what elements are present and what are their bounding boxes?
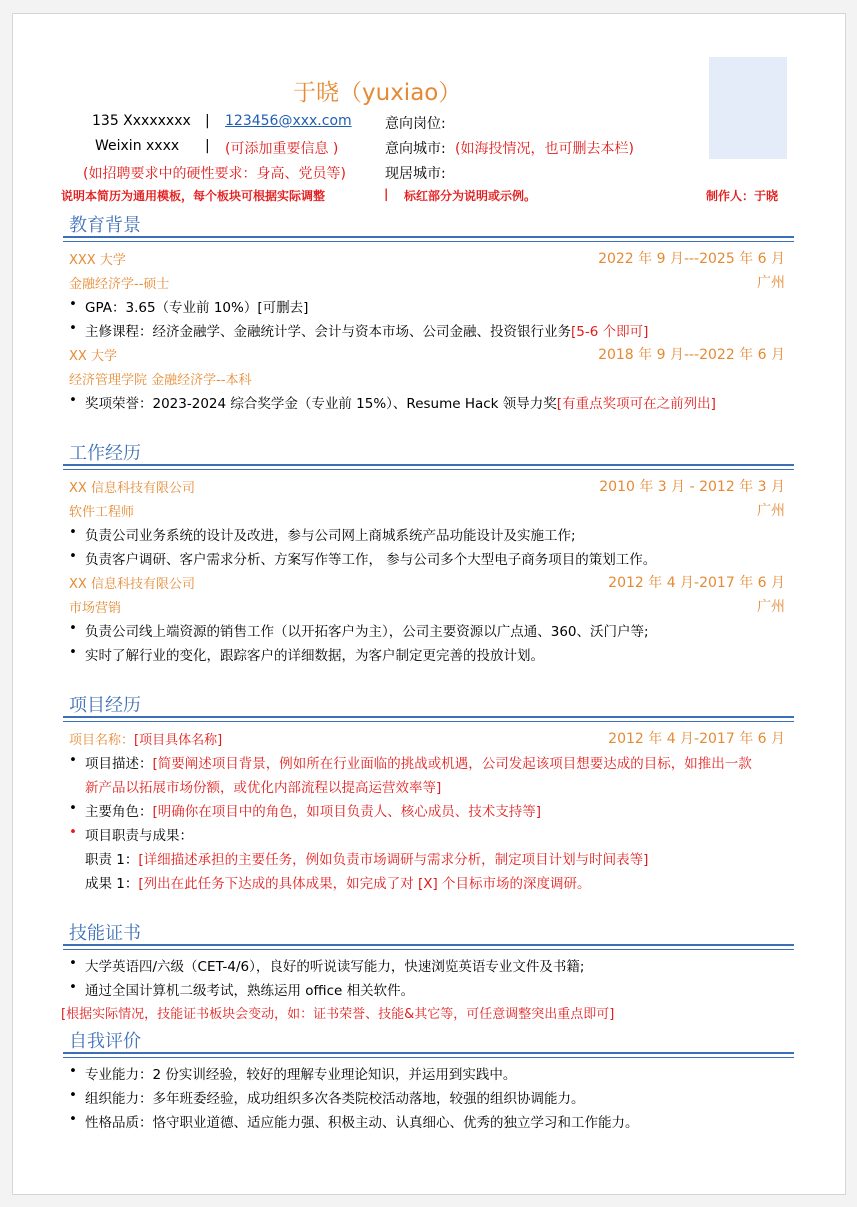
result-label: 成果 1：: [85, 876, 139, 892]
resume-name: 于晓（yuxiao）: [293, 80, 462, 106]
wechat-id: Weixin xxxx: [95, 138, 180, 154]
duty-value: [详细描述承担的主要任务，例如负责市场调研与需求分析，制定项目计划与时间表等]: [138, 852, 649, 868]
hard-requirement-note: (如招聘要求中的硬性要求：身高、党员等): [83, 166, 346, 182]
list-item: [69, 824, 193, 844]
bullet-label: 项目描述：: [85, 756, 153, 772]
bullet-text: 专业能力：2 份实训经验，较好的理解专业理论知识，并运用到实践中。: [85, 1067, 517, 1083]
education-date: 2018 年 9 月---2022 年 6 月: [598, 347, 785, 363]
photo-placeholder: [709, 57, 787, 159]
list-item: [69, 1111, 639, 1131]
section-rule: [63, 464, 794, 470]
project-name-value: [项目具体名称]: [134, 733, 223, 748]
bullet-note: [明确你在项目中的角色，如项目负责人、核心成员、技术支持等]: [152, 804, 542, 820]
bullet-text: 通过全国计算机二级考试，熟练运用 office 相关软件。: [85, 983, 415, 999]
section-title-work: 工作经历: [69, 443, 141, 464]
divider: |: [205, 138, 210, 154]
author-label: 制作人：于晓: [706, 189, 779, 203]
list-item: [69, 524, 576, 544]
template-note: 说明本简历为通用模板，每个板块可根据实际调整: [61, 189, 326, 203]
list-item: [69, 752, 752, 772]
education-date: 2022 年 9 月---2025 年 6 月: [598, 251, 785, 267]
list-item: [69, 620, 649, 640]
duty-label: 职责 1：: [85, 852, 139, 868]
target-city-note: (如海投情况，也可删去本栏): [455, 141, 634, 157]
project-date: 2012 年 4 月-2017 年 6 月: [608, 731, 785, 747]
degree-major: 金融经济学--硕士: [69, 277, 170, 292]
list-item: [69, 1087, 585, 1107]
list-item: [69, 296, 308, 316]
result-value: [列出在此任务下达成的具体成果，如完成了对 [X] 个目标市场的深度调研。: [138, 876, 591, 892]
education-city: 广州: [757, 275, 785, 291]
template-note-red-explanation: 标红部分为说明或示例。: [404, 189, 537, 203]
list-item: [69, 644, 544, 664]
list-item: [69, 979, 414, 999]
bullet-label: 主要角色：: [85, 804, 153, 820]
resume-page: [12, 13, 846, 1195]
project-name: [69, 729, 222, 748]
bullet-text: 负责公司线上端资源的销售工作（以开拓客户为主），公司主要资源以广点通、360、沃门户等;: [85, 624, 649, 640]
school-name: XX 大学: [69, 349, 117, 364]
section-rule: [63, 236, 794, 242]
section-rule: [63, 716, 794, 722]
bullet-text: 大学英语四/六级（CET-4/6），良好的听说读写能力，快速浏览英语专业文件及书籍;: [85, 959, 585, 975]
result-line: [85, 872, 591, 892]
duty-line: [85, 848, 648, 868]
bullet-note: [有重点奖项可在之前列出]: [556, 396, 716, 412]
bullet-note: [5-6 个即可]: [571, 324, 649, 340]
section-title-education: 教育背景: [69, 215, 141, 236]
target-position-label: 意向岗位:: [385, 116, 446, 132]
work-city: 广州: [757, 503, 785, 519]
section-title-skills: 技能证书: [69, 923, 141, 944]
bullet-text: 性格品质：恪守职业道德、适应能力强、积极主动、认真细心、优秀的独立学习和工作能力。: [85, 1115, 639, 1131]
list-item: [69, 955, 584, 975]
section-title-project: 项目经历: [69, 695, 141, 716]
bullet-text: 实时了解行业的变化，跟踪客户的详细数据，为客户制定更完善的投放计划。: [85, 648, 544, 664]
school-name: XXX 大学: [69, 253, 126, 268]
degree-major: 经济管理学院 金融经济学--本科: [69, 373, 252, 388]
bullet-text: 主修课程：经济金融学、金融统计学、会计与资本市场、公司金融、投资银行业务: [85, 324, 571, 340]
bullet-label: 项目职责与成果：: [85, 828, 193, 844]
section-rule: [63, 1052, 794, 1058]
bullet-text: 负责公司业务系统的设计及改进，参与公司网上商城系统产品功能设计及实施工作;: [85, 528, 576, 544]
company-name: XX 信息科技有限公司: [69, 481, 195, 496]
bullet-text: 组织能力：多年班委经验，成功组织多次各类院校活动落地，较强的组织协调能力。: [85, 1091, 585, 1107]
divider: |: [205, 113, 210, 129]
divider: |: [384, 187, 389, 201]
list-item: [69, 320, 648, 340]
important-info-note: (可添加重要信息 ): [225, 141, 339, 157]
list-item: [69, 1063, 516, 1083]
skills-note: [根据实际情况，技能证书板块会变动，如：证书荣誉、技能&其它等，可任意调整突出重点即可]: [61, 1007, 615, 1022]
current-city-label: 现居城市:: [385, 166, 446, 182]
bullet-note: [简要阐述项目背景，例如所在行业面临的挑战或机遇，公司发起该项目想要达成的目标，如推出一款: [152, 756, 752, 772]
job-role: 市场营销: [69, 601, 122, 616]
bullet-text: 负责客户调研、客户需求分析、方案写作等工作， 参与公司多个大型电子商务项目的策划工作。: [85, 552, 657, 568]
target-city-label: 意向城市:: [385, 141, 446, 157]
work-city: 广州: [757, 599, 785, 615]
work-date: 2010 年 3 月 - 2012 年 3 月: [599, 479, 785, 495]
company-name: XX 信息科技有限公司: [69, 577, 195, 592]
section-title-self: 自我评价: [69, 1031, 141, 1052]
list-item: [69, 800, 541, 820]
work-date: 2012 年 4 月-2017 年 6 月: [608, 575, 785, 591]
list-item: [69, 548, 656, 568]
section-rule: [63, 944, 794, 950]
bullet-text: 奖项荣誉：2023-2024 综合奖学金（专业前 15%）、Resume Hack 领导力奖: [85, 396, 557, 412]
list-item: [69, 392, 716, 412]
bullet-text: GPA：3.65（专业前 10%）[可删去]: [85, 300, 309, 316]
bullet-continuation: 新产品以拓展市场份额，或优化内部流程以提高运营效率等]: [85, 780, 442, 796]
project-name-label: 项目名称：: [69, 733, 135, 748]
job-role: 软件工程师: [69, 505, 135, 520]
phone-number: 135 Xxxxxxxx: [92, 113, 191, 129]
email-link[interactable]: 123456@xxx.com: [225, 113, 352, 129]
